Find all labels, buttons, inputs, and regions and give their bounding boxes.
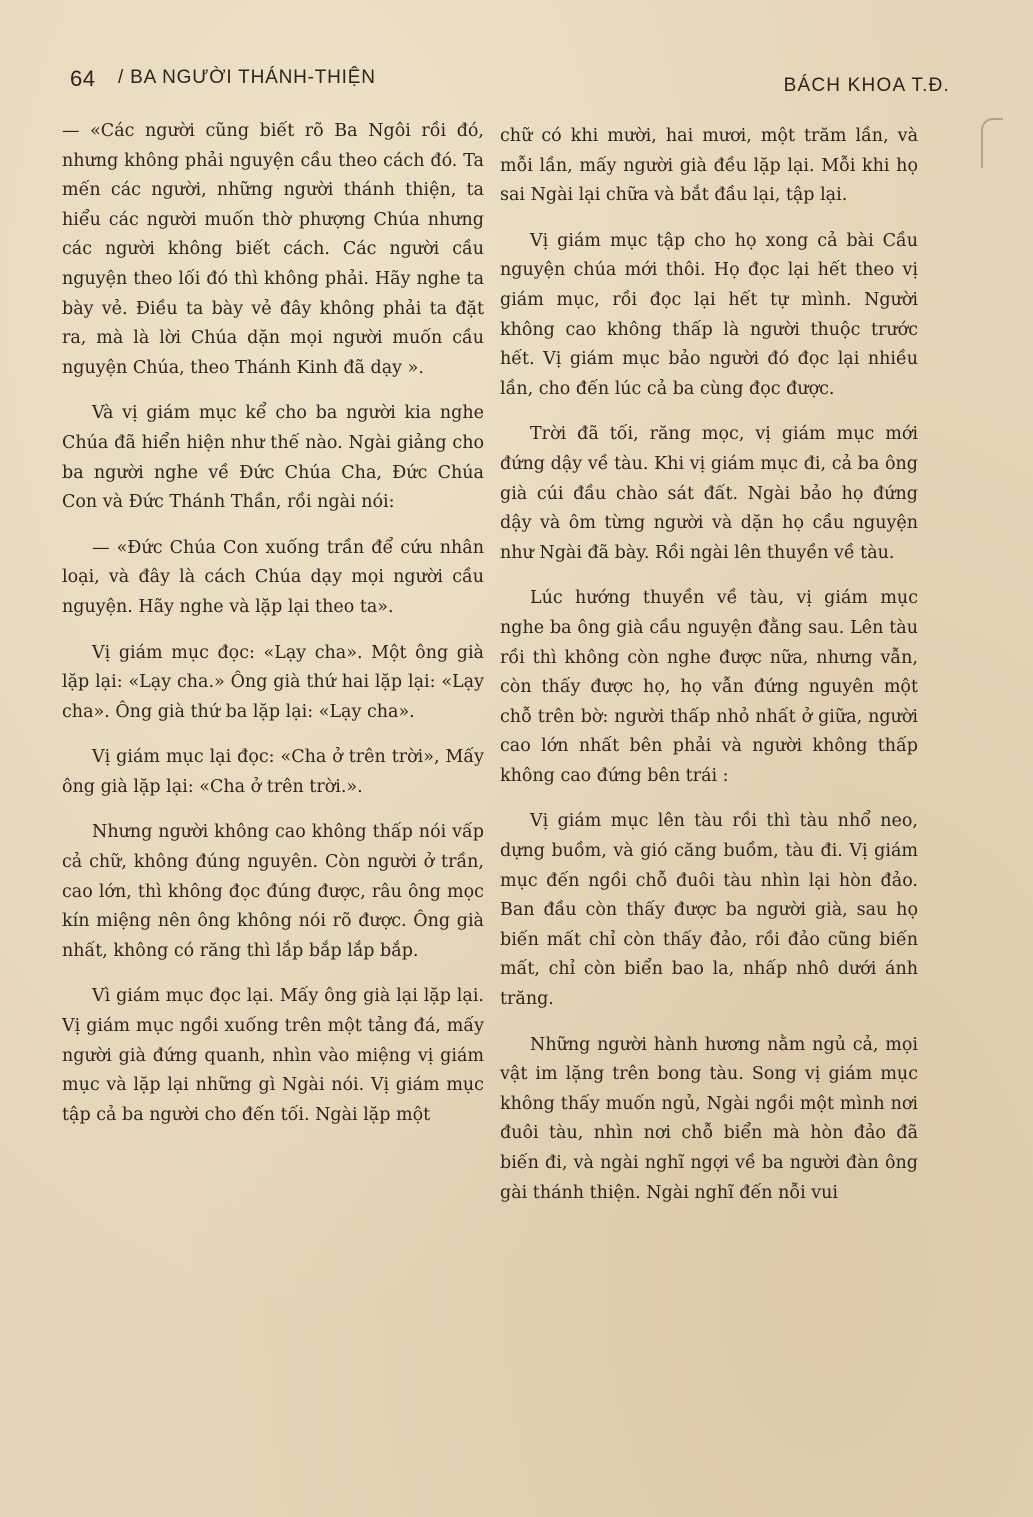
paragraph: Trời đã tối, răng mọc, vị giám mục mới đứng dậy về tàu. Khi vị giám mục đi, cả ba ông già cúi đầu chào sát đất. Ngài bảo họ đứng dậy và ôm từng người và dặn họ cầu nguyện như Ngài đã bày. Rồi ngài lên thuyền về tàu.	[500, 424, 918, 563]
paragraph: Vị giám mục lên tàu rồi thì tàu nhổ neo, dựng buồm, và gió căng buồm, tàu đi. Vị giám mục đến ngồi chỗ đuôi tàu nhìn lại hòn đảo. Ban đầu còn thấy được ba người già, sau họ biến mất chỉ còn thấy đảo, rồi đảo cũng biến mất, chỉ còn biển bao la, nhấp nhô dưới ánh trăng.	[500, 811, 918, 1010]
paragraph: Nhưng người không cao không thấp nói vấp cả chữ, không đúng nguyên. Còn người ở trần, cao lớn, thì không đọc đúng được, râu ông mọc kín miệng nên ông không nói rõ được. Ông già nhất, không có răng thì lắp bắp lắp bắp.	[62, 822, 484, 961]
page-header	[70, 66, 950, 100]
paragraph: — «Các người cũng biết rõ Ba Ngôi rồi đó, nhưng không phải nguyện cầu theo cách đó. Ta mến các người, những người thánh thiện, ta hiểu các người muốn thờ phượng Chúa nhưng các người không biết cách. Các người cầu nguyện theo lối đó thì không phải. Hãy nghe ta bày vẻ. Điều ta bày vẻ đây không phải ta đặt ra, mà là lời Chúa dặn mọi người muốn cầu nguyện Chúa, theo Thánh Kinh đã dạy ».	[62, 121, 484, 378]
paragraph: Những người hành hương nằm ngủ cả, mọi vật im lặng trên bong tàu. Song vị giám mục không thấy muốn ngủ, Ngài ngồi một mình nơi đuôi tàu, nhìn nơi chỗ biển mà hòn đảo đã biến đi, và ngài nghĩ ngợi về ba người đàn ông gài thánh thiện. Ngài nghĩ đến nỗi vui	[500, 1034, 918, 1203]
paragraph: chữ có khi mười, hai mươi, một trăm lần, và mỗi lần, mấy người già đều lặp lại. Mỗi khi họ sai Ngài lại chữa và bắt đầu lại, tập lại.	[500, 126, 918, 206]
margin-mark	[981, 118, 1003, 168]
paragraph: Vị giám mục đọc: «Lạy cha». Một ông già lặp lại: «Lạy cha.» Ông già thứ hai lặp lại: «Lạy cha». Ông già thứ ba lặp lại: «Lạy cha».	[62, 642, 484, 722]
paragraph: Lúc hướng thuyền về tàu, vị giám mục nghe ba ông già cầu nguyện đằng sau. Lên tàu rồi thì không còn nghe được nữa, nhưng vẫn, còn thấy được họ, họ vẫn đứng nguyên một chỗ trên bờ: người thấp nhỏ nhất ở giữa, người cao lớn nhất bên phải và người không thấp không cao đứng bên trái :	[500, 588, 918, 786]
paragraph: Vị giám mục lại đọc: «Cha ở trên trời», Mấy ông già lặp lại: «Cha ở trên trời.».	[62, 747, 484, 797]
paragraph: Vì giám mục đọc lại. Mấy ông già lại lặp lại. Vị giám mục ngồi xuống trên một tảng đá, mấy người già đứng quanh, nhìn vào miệng vị giám mục và lặp lại những gì Ngài nói. Vị giám mục tập cả ba người cho đến tối. Ngài lặp một	[62, 986, 484, 1125]
left-column	[62, 117, 484, 1146]
journal-title: BÁCH KHOA T.Đ.	[783, 75, 950, 96]
right-column	[500, 122, 918, 1224]
paragraph: Vị giám mục tập cho họ xong cả bài Cầu nguyện chúa mới thôi. Họ đọc lại hết theo vị giám mục, rồi đọc lại hết tự mình. Người không cao không thấp là người thuộc trước hết. Vị giám mục bảo người đó đọc lại nhiều lần, cho đến lúc cả ba cùng đọc được.	[500, 230, 918, 399]
paragraph: Và vị giám mục kể cho ba người kia nghe Chúa đã hiển hiện như thế nào. Ngài giảng cho ba người nghe về Đức Chúa Cha, Đức Chúa Con và Đức Thánh Thần, rồi ngài nói:	[62, 403, 484, 513]
running-title: / BA NGƯỜI THÁNH-THIỆN	[118, 67, 376, 88]
paragraph: — «Đức Chúa Con xuống trần để cứu nhân loại, và đây là cách Chúa dạy mọi người cầu nguyện. Hãy nghe và lặp lại theo ta».	[62, 537, 484, 617]
page-number: 64	[70, 66, 96, 91]
